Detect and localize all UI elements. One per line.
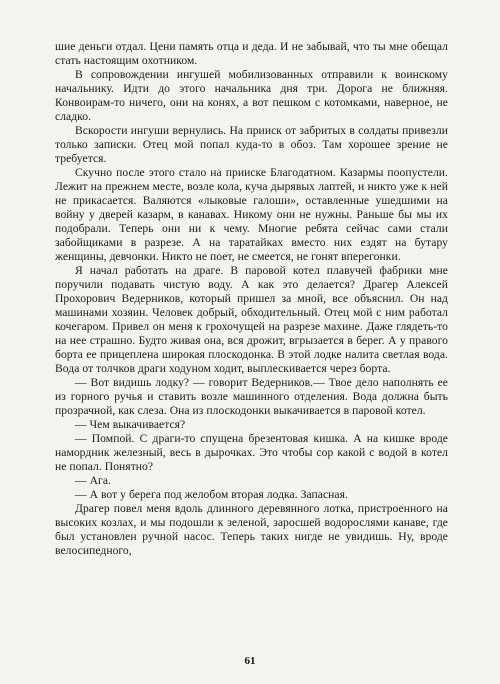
paragraph: Я начал работать на драге. В паровой котел плавучей фабрики мне поручили подавать чистую воду. А как это делается? Драгер Алексей Прохорович Ведерников, который пришел за мной, все объяснил. Он над машинами хозяин. Человек добрый, обходительный. Отец мой с ним работал кочегаром. Привел он меня к грохочущей на разрезе махине. Даже глядеть-то на нее страшно. Будто живая она, вся дрожит, вгрызается в берег. А у правого борта ее прицеплена широкая плоскодонка. В этой лодке налита светлая вода. Вода от толчков драги ходуном ходит, выплескивается через борта. [55,264,448,375]
page-number: 61 [244,655,256,667]
paragraph: — Вот видишь лодку? — говорит Ведерников.— Твое дело наполнять ее из горного ручья и ставить возле машинного отделения. Вода должна быть прозрачной, как слеза. Она из плоскодонки выкачивается в паровой котел. [55,376,448,417]
paragraph: Драгер повел меня вдоль длинного деревянного лотка, пристроенного на высоких козлах, и мы подошли к зеленой, заросшей водорослями канаве, где был установлен ручной насос. Теперь таких нигде не увидишь. Ну, вроде велосипедного, [55,502,448,557]
paragraph: — А вот у берега под желобом вторая лодка. Запасная. [75,488,348,501]
body-text [55,40,448,558]
paragraph: шие деньги отдал. Цени память отца и деда. И не забывай, что ты мне обещал стать настоящим охотником. [55,40,448,67]
paragraph: В сопровождении ингушей мобилизованных отправили к воинскому начальнику. Идти до этого начальника дня три. Дорога не ближняя. Конвоирам-то ничего, они на конях, а вот пешком с котомками, наверное, не сладко. [55,68,448,123]
paragraph: — Помпой. С драги-то спущена брезентовая кишка. А на кишке вроде намордник железный, весь в дырочках. Это чтобы сор какой с водой в котел не попал. Понятно? [55,432,448,473]
paragraph: — Чем выкачивается? [75,418,186,431]
paragraph: Скучно после этого стало на прииске Благодатном. Казармы поопустели. Лежит на прежнем месте, возле кола, куча дырявых лаптей, и никто уже к ней не прикасается. Валяются «лыковые галоши», оставленные ушедшими на войну у дверей казарм, в канавах. Никому они не нужны. Раньше бы мы их подобрали. Теперь они ни к чему. Многие ребята сейчас сами стали забойщиками в разрезе. А на таратайках вместо них ездят на бутару женщины, девчонки. Никто не поет, не смеется, не гонят вперегонки. [55,166,448,263]
paragraph: Вскорости ингуши вернулись. На прииск от забритых в солдаты привезли только записки. Отец мой попал куда-то в обоз. Там хорошее зрение не требуется. [55,124,448,165]
paragraph: — Ага. [75,474,111,487]
